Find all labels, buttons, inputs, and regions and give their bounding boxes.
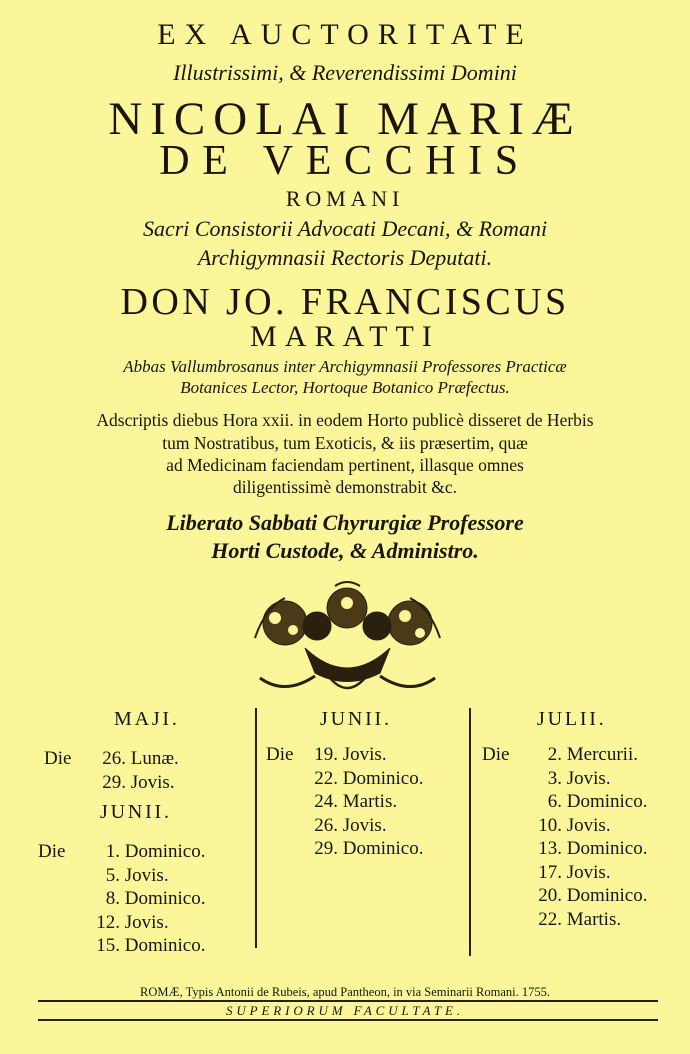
title-romani: ROMANI [285, 186, 405, 211]
title-don-jo-franciscus: DON JO. FRANCISCUS [120, 281, 570, 323]
list-item: Die 19. Jovis. [266, 744, 387, 765]
title-abbas: Abbas Vallumbrosanus inter Archigymnasii Professores Practicæ [123, 357, 567, 376]
title-illustrissimi: Illustrissimi, & Reverendissimi Domini [173, 60, 517, 85]
column-divider-2 [469, 708, 471, 956]
list-item: Die 1. Dominico. [38, 841, 206, 862]
die-label: Die [44, 748, 72, 769]
superiorum-facultate: SUPERIORUM FACULTATE. [225, 1003, 465, 1018]
list-item: 26. Jovis. [314, 814, 387, 836]
list-item: 22. Dominico. [314, 767, 424, 789]
list-item: 5. Jovis. [105, 864, 169, 886]
list-item: 24. Martis. [314, 791, 398, 812]
body-line-1: Adscriptis diebus Hora xxii. in eodem Horto publicè disseret de Herbis [96, 410, 594, 430]
title-de-vecchis: DE VECCHIS [159, 138, 531, 184]
footer-rule-bottom [38, 1019, 658, 1021]
col2-month-junii: JUNII. [320, 708, 392, 730]
signature-line-2: Horti Custode, & Administro. [211, 538, 479, 563]
col1-junii-list [38, 840, 206, 958]
title-botanices: Botanices Lector, Hortoque Botanico Præfectus. [180, 378, 510, 397]
list-item: 6. Dominico. [547, 791, 648, 812]
list-item: 17. Jovis. [538, 861, 611, 883]
list-item: 3. Jovis. [547, 767, 611, 789]
list-item: 15. Dominico. [96, 935, 206, 956]
title-archigymnasii: Archigymnasii Rectoris Deputati. [197, 245, 493, 270]
body-line-4: diligentissimè demonstrabit &c. [232, 477, 458, 497]
col3-julii-list [482, 743, 648, 931]
col1-month-maji: MAJI. [114, 708, 180, 730]
list-item: Die 26. Lunæ. [44, 748, 179, 769]
col1-maji-list [44, 747, 179, 794]
list-item: 29. Dominico. [314, 838, 424, 859]
col3-month-julii: JULII. [537, 708, 607, 730]
body-line-3: ad Medicinam faciendam pertinent, illasque omnes [166, 455, 524, 475]
title-ex-auctoritate: EX AUCTORITATE [157, 18, 533, 51]
flower-basket-ornament-icon [245, 578, 450, 698]
list-item: 13. Dominico. [538, 838, 648, 859]
title-nicolai-mariae: NICOLAI MARIÆ [108, 93, 582, 145]
body-line-2: tum Nostratibus, tum Exoticis, & iis præsertim, quæ [162, 433, 528, 453]
imprint-line: ROMÆ, Typis Antonii de Rubeis, apud Pantheon, in via Seminarii Romani. 1755. [140, 985, 550, 999]
list-item: 12. Jovis. [96, 911, 169, 933]
signature-line-1: Liberato Sabbati Chyrurgiæ Professore [166, 510, 524, 535]
list-item: 20. Dominico. [538, 885, 648, 906]
footer-rule-top [38, 1000, 658, 1002]
list-item: 10. Jovis. [538, 814, 611, 836]
col2-junii-list [266, 743, 424, 861]
title-maratti: MARATTI [249, 320, 441, 353]
list-item: 29. Jovis. [102, 771, 175, 793]
title-sacri-consistorii: Sacri Consistorii Advocati Decani, & Romani [142, 216, 548, 241]
list-item: 8. Dominico. [105, 888, 206, 909]
list-item: 22. Martis. [538, 908, 622, 930]
list-item: Die 2. Mercurii. [482, 744, 638, 765]
col1-month-junii: JUNII. [100, 801, 172, 823]
column-divider-1 [255, 708, 257, 948]
